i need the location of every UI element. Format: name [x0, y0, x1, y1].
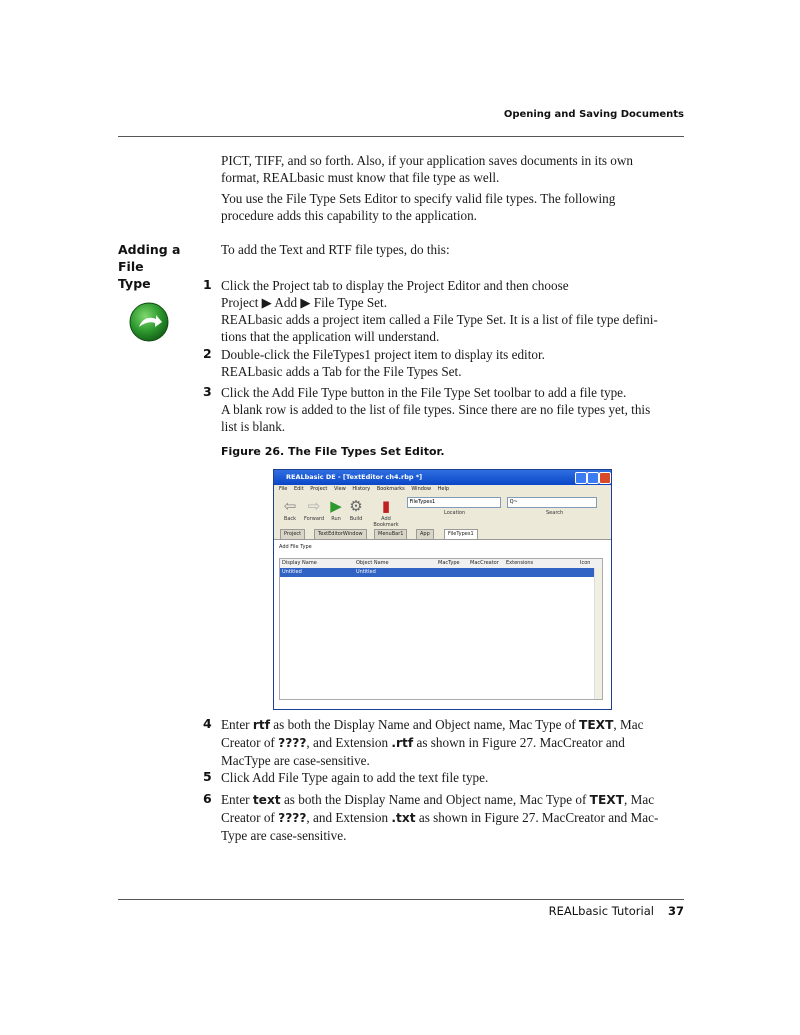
add-bookmark-tool: ▮ Add Bookmark — [370, 498, 402, 528]
step-3: Click the Add File Type button in the File Type Set toolbar to add a file type. A blank row is added to the list of file types. Since there are no file types yet, this list is blank. — [221, 385, 651, 434]
page-footer — [118, 904, 684, 918]
search-label: Search — [546, 510, 564, 516]
menu-item: Edit — [293, 486, 304, 492]
intro-paragraph-1 — [221, 152, 685, 186]
gear-icon: ⚙ — [349, 497, 363, 515]
search-field: Q~ — [507, 497, 597, 508]
run-tool: ▶ Run — [324, 498, 348, 522]
window-title: REALbasic DE - [TextEditor ch4.rbp *] — [286, 473, 423, 481]
cell-object-name: Untitled — [356, 569, 376, 575]
menu-item: Window — [411, 486, 432, 492]
column-header: Object Name — [356, 560, 389, 566]
green-arrow-icon — [128, 301, 170, 343]
menu-item: File — [279, 486, 288, 492]
header-rule — [118, 136, 684, 137]
section-lead: To add the Text and RTF file types, do this: — [221, 242, 450, 257]
step-1: Click the Project tab to display the Project Editor and then choose Project ▶ Add ▶ File Type Set. REALbasic adds a project item called a File Type Set. It is a list of file type defini- tions that the application will understand. — [221, 278, 658, 344]
editor-tabs — [274, 528, 611, 540]
footer-rule — [118, 899, 684, 900]
table-row — [280, 568, 602, 577]
forward-arrow-icon: ⇨ — [307, 497, 321, 515]
tab-filetypes1: FileTypes1 — [444, 529, 478, 539]
tab-project: Project — [280, 529, 305, 539]
step-number: 4 — [203, 716, 212, 731]
menu-bar — [274, 485, 611, 494]
menu-item: Bookmarks — [376, 486, 405, 492]
footer-label: REALbasic Tutorial — [548, 904, 654, 918]
column-header: MacType — [438, 560, 460, 566]
location-label: Location — [444, 510, 466, 516]
editor-window-screenshot — [273, 469, 612, 710]
menu-item: Help — [437, 486, 450, 492]
menu-item: View — [333, 486, 346, 492]
close-icon — [599, 472, 611, 484]
add-file-type-button: Add File Type — [279, 544, 312, 550]
file-types-list — [279, 558, 603, 700]
column-header: Extensions — [506, 560, 534, 566]
column-header: MacCreator — [470, 560, 499, 566]
back-tool: ⇦ Back — [278, 498, 302, 522]
column-header: Display Name — [282, 560, 317, 566]
tab-app: App — [416, 529, 434, 539]
text-line: You use the File Type Sets Editor to specify valid file types. The following — [221, 191, 616, 206]
figure-caption: Figure 26. The File Types Set Editor. — [221, 445, 445, 458]
tab-menubar1: MenuBar1 — [374, 529, 407, 539]
scrollbar — [594, 568, 602, 699]
build-tool: ⚙ Build — [344, 498, 368, 522]
maximize-icon — [587, 472, 599, 484]
minimize-icon — [575, 472, 587, 484]
file-type-set-editor — [274, 540, 611, 709]
menu-item: History — [352, 486, 371, 492]
step-number: 2 — [203, 346, 212, 361]
bookmark-icon: ▮ — [381, 497, 391, 515]
step-number: 6 — [203, 791, 212, 806]
step-5: Click Add File Type again to add the text file type. — [221, 770, 489, 785]
text-line: PICT, TIFF, and so forth. Also, if your application saves documents in its own — [221, 153, 633, 168]
step-number: 3 — [203, 384, 212, 399]
column-header: Icon — [580, 560, 591, 566]
step-4: Enter rtf as both the Display Name and Object name, Mac Type of TEXT, Mac Creator of ????, and Extension .rtf as shown in Figure 27. MacCreator and MacType are case-sensitive. — [221, 717, 644, 768]
page-number: 37 — [667, 904, 684, 918]
section-heading: Adding a File Type — [118, 242, 181, 291]
text-line: format, REALbasic must know that file type as well. — [221, 170, 500, 185]
text-line: procedure adds this capability to the application. — [221, 208, 477, 223]
menu-item: Project — [310, 486, 328, 492]
editor-toolbar — [274, 494, 611, 528]
location-field: FileTypes1 — [407, 497, 501, 508]
tab-texteditorwindow: TextEditorWindow — [314, 529, 367, 539]
forward-tool: ⇨ Forward — [303, 497, 325, 522]
step-number: 5 — [203, 769, 212, 784]
back-arrow-icon: ⇦ — [283, 497, 297, 515]
step-number: 1 — [203, 277, 212, 292]
cell-display-name: Untitled — [282, 569, 302, 575]
step-6: Enter text as both the Display Name and Object name, Mac Type of TEXT, Mac Creator of ????, and Extension .txt as shown in Figure 27. MacCreator and Mac- Type are case-sensitive. — [221, 792, 659, 843]
play-icon: ▶ — [330, 497, 342, 515]
step-2: Double-click the FileTypes1 project item to display its editor. REALbasic adds a Tab for the File Types Set. — [221, 347, 545, 379]
intro-paragraph-2 — [221, 190, 685, 224]
running-header: Opening and Saving Documents — [503, 109, 684, 120]
window-titlebar — [274, 470, 611, 485]
